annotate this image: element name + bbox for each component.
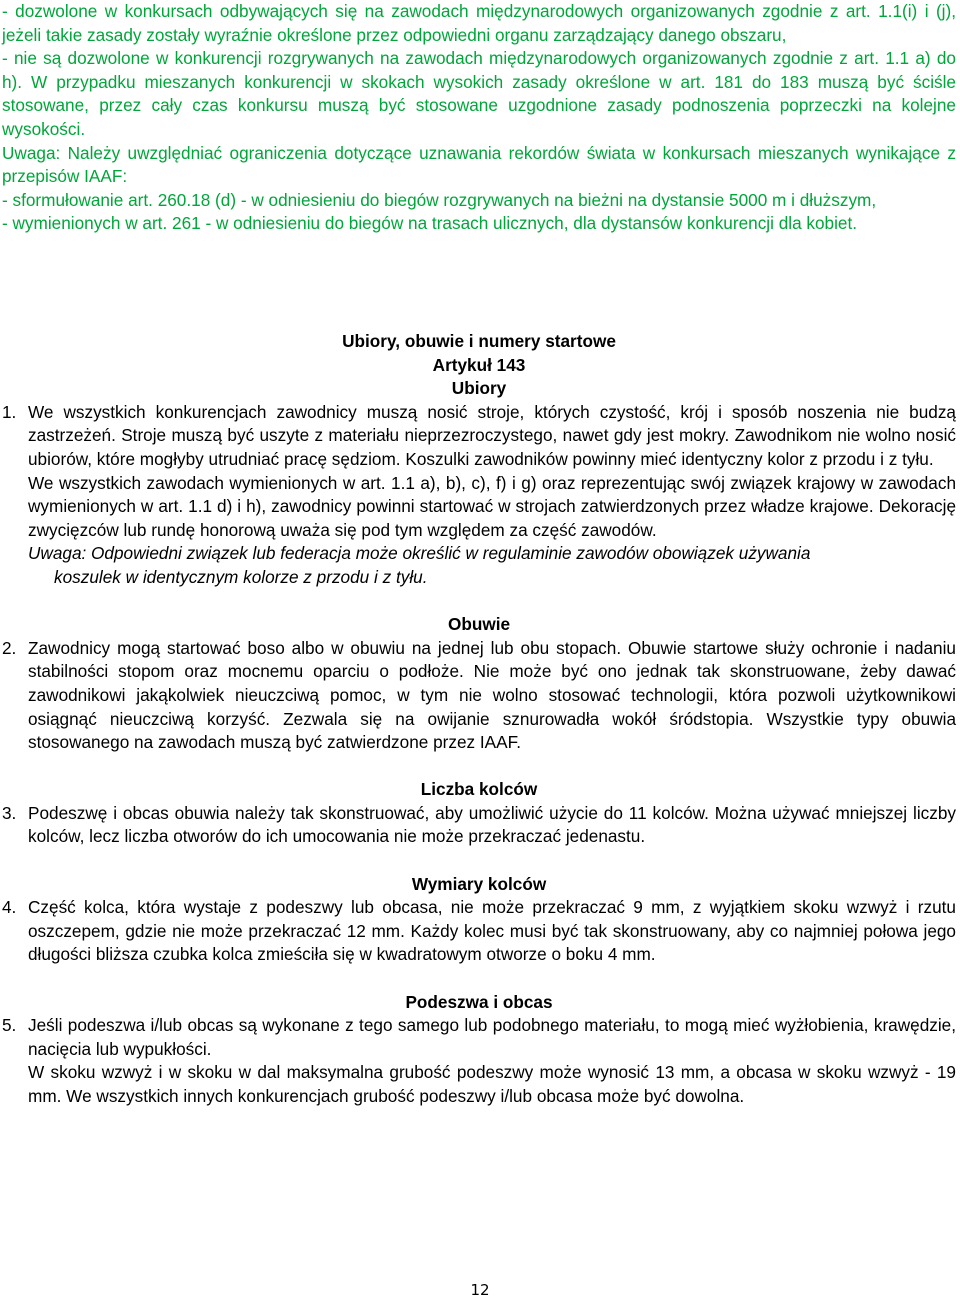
rule-1-note-rest: koszulek w identycznym kolorze z przodu i z tyłu. <box>54 566 428 587</box>
intro-paragraph-2: - nie są dozwolone w konkurencji rozgrywanych na zawodach międzynarodowych organizowanych zgodnie z art. 1.1 a) do h). W przypadku mieszanych konkurencji w skokach wysokich zasady określone w art. 181 do 183 muszą być ściśle stosowane, przez cały czas konkursu muszą być stosowane uzgodnione zasady podnoszenia poprzeczki na kolejne wysokości. <box>2 48 956 139</box>
rule-3-number: 3. <box>2 802 17 823</box>
rule-1 <box>2 401 956 543</box>
rule-5-text-b: W skoku wzwyż i w skoku w dal maksymalna grubość podeszwy może wynosić 13 mm, a obcasa w skoku wzwyż - 19 mm. We wszystkich innych konkurencjach grubość podeszwy i/lub obcasa może być dowolna. <box>28 1062 956 1106</box>
rule-4 <box>2 896 956 967</box>
subheading-ubiory: Ubiory <box>451 378 507 399</box>
rule-5-number: 5. <box>2 1015 17 1036</box>
rule-2-text: Zawodnicy mogą startować boso albo w obuwiu na jednej lub obu stopach. Obuwie startowe służy ochronie i nadaniu stabilności stopom oraz mocnemu oparciu o podłoże. Nie może być ono jednak tak skonstruowane, żeby dawać zawodnikowi jakąkolwiek nieuczciwą pomoc, w tym nie wolno stosować technologii, która pozwoli użytkownikowi osiągnąć nieuczciwą korzyść. Zezwala się na owijanie sznurowadła wokół śródstopia. Wszystkie typy obuwia stosowanego na zawodach muszą być zatwierdzone przez IAAF. <box>28 637 956 753</box>
page-number: 12 <box>470 1281 490 1299</box>
article-heading: Artykuł 143 <box>432 354 526 375</box>
rule-5-text-a: Jeśli podeszwa i/lub obcas są wykonane z tego samego lub podobnego materiału, to mogą mieć wyżłobienia, krawędzie, nacięcia lub wypukłości. <box>28 1015 956 1059</box>
rule-2 <box>2 637 956 755</box>
rule-4-text: Część kolca, która wystaje z podeszwy lub obcasa, nie może przekraczać 9 mm, z wyjątkiem skoku wzwyż i rzutu oszczepem, gdzie nie może przekraczać 12 mm. Każdy kolec musi być tak skonstruowany, aby co najmniej połowa jego długości bliższa czubka kolca zmieściła się w kwadratowym otworze o boku 4 mm. <box>28 897 956 965</box>
subheading-liczba-kolcow: Liczba kolców <box>420 779 538 800</box>
intro-green-block <box>2 0 956 236</box>
rule-1-number: 1. <box>2 401 17 422</box>
rule-4-number: 4. <box>2 897 17 918</box>
intro-paragraph-3: Uwaga: Należy uwzględniać ograniczenia dotyczące uznawania rekordów świata w konkursach mieszanych wynikające z przepisów IAAF: <box>2 142 956 187</box>
rule-3 <box>2 802 956 849</box>
rule-3-text: Podeszwę i obcas obuwia należy tak skonstruować, aby umożliwić użycie do 11 kolców. Można używać mniejszej liczby kolców, lecz liczba otworów do ich umocowania nie może przekraczać jedenastu. <box>28 802 956 847</box>
rule-1-text-b: We wszystkich zawodach wymienionych w art. 1.1 a), b), c), f) i g) oraz reprezentując swój związek krajowy w zawodach wymienionych w art. 1.1 d) i h), zawodnicy powinni startować w strojach zatwierdzonych przez władze krajowe. Dekorację zwycięzców lub rundę honorową uważa się pod tym względem za część zawodów. <box>28 472 956 540</box>
subheading-podeszwa-i-obcas: Podeszwa i obcas <box>405 991 553 1012</box>
rule-2-number: 2. <box>2 637 17 658</box>
rule-1-note <box>2 542 956 589</box>
rule-1-text-a: We wszystkich konkurencjach zawodnicy muszą nosić stroje, których czystość, krój i sposób noszenia nie budzą zastrzeżeń. Stroje muszą być uszyte z materiału nieprzezroczystego, nawet gdy jest mokry. Zawodnikom nie wolno nosić ubiorów, które mogłyby utrudniać pracę sędziom. Koszulki zawodników powinny mieć identyczny kolor z przodu i z tyłu. <box>28 401 956 469</box>
section-title: Ubiory, obuwie i numery startowe <box>342 331 616 351</box>
intro-paragraph-1: - dozwolone w konkursach odbywających się na zawodach międzynarodowych organizowanych zgodnie z art. 1.1(i) i (j), jeżeli takie zasady zostały wyraźnie określone przez odpowiedni organu zarządzający danego obszaru, <box>2 1 956 45</box>
subheading-obuwie: Obuwie <box>447 614 511 635</box>
rule-5 <box>2 1014 956 1108</box>
intro-paragraph-5: - wymienionych w art. 261 - w odniesieniu do biegów na trasach ulicznych, dla dystansów konkurencji dla kobiet. <box>2 213 858 234</box>
rule-1-note-first-line: Uwaga: Odpowiedni związek lub federacja może określić w regulaminie zawodów obowiązek używania <box>28 543 811 564</box>
article-143 <box>2 330 956 1109</box>
intro-paragraph-4: - sformułowanie art. 260.18 (d) - w odniesieniu do biegów rozgrywanych na bieżni na dystansie 5000 m i dłuższym, <box>2 189 877 210</box>
subheading-wymiary-kolcow: Wymiary kolców <box>411 873 547 894</box>
